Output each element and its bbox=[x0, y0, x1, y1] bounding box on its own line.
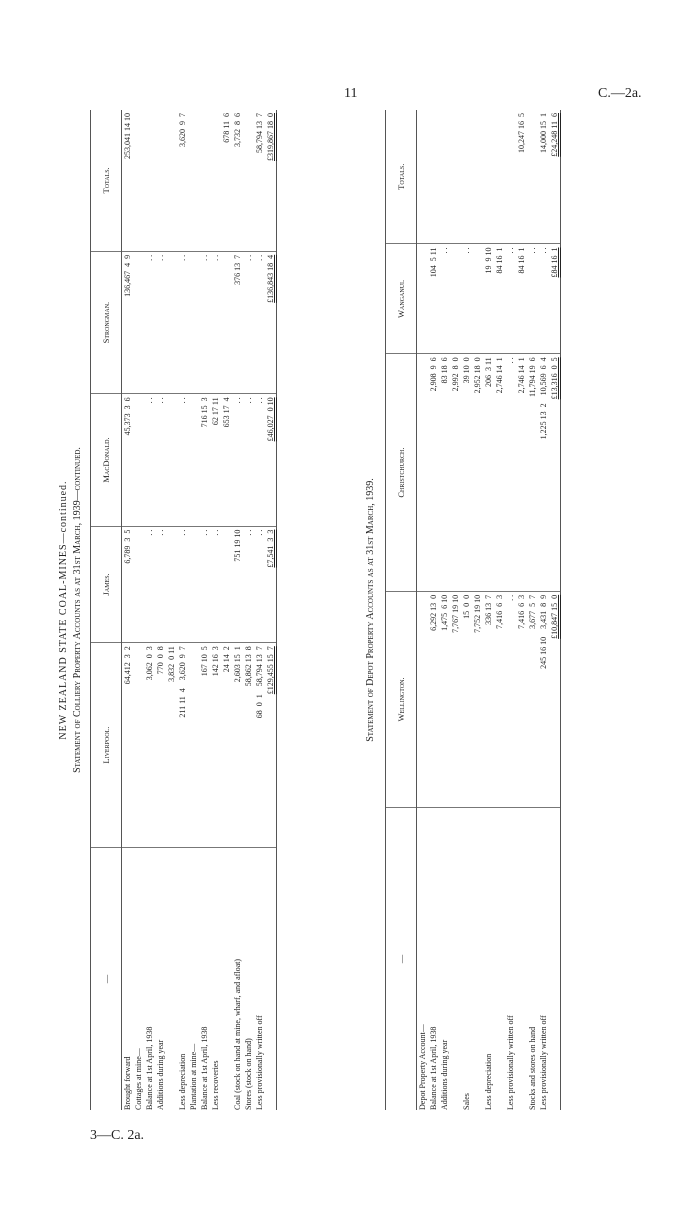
document-heading: NEW ZEALAND STATE COAL-MINES—continued. bbox=[58, 480, 69, 740]
table-cell bbox=[450, 110, 461, 244]
page-number: 11 bbox=[344, 86, 358, 101]
table-cell: 3,732 8 6 bbox=[232, 110, 243, 251]
column-header: MacDonald. bbox=[91, 394, 122, 526]
table-row bbox=[243, 110, 254, 1110]
table-cell: . . bbox=[243, 251, 254, 394]
table-cell: . . bbox=[243, 526, 254, 643]
table-cell: 253,041 14 10 bbox=[122, 110, 134, 251]
table-cell: 3,832 0 11 bbox=[166, 643, 177, 848]
table-cell bbox=[417, 244, 429, 354]
table-row bbox=[527, 110, 538, 1110]
table-cell bbox=[188, 394, 199, 526]
row-label: Stocks and stores on hand bbox=[528, 1026, 537, 1110]
table-cell: 10,247 16 5 bbox=[516, 110, 527, 244]
row-label: Less provisionally written off bbox=[255, 1015, 264, 1110]
table-cell bbox=[133, 110, 144, 251]
column-header: Christchurch. bbox=[386, 354, 417, 592]
table-cell bbox=[494, 110, 505, 244]
table-cell: . . bbox=[144, 526, 155, 643]
row-label bbox=[549, 808, 561, 1111]
table-cell bbox=[166, 110, 177, 251]
table-cell bbox=[133, 643, 144, 848]
table-cell bbox=[243, 110, 254, 251]
table-header-row bbox=[91, 110, 122, 1110]
table-cell: 83 18 6 bbox=[439, 354, 450, 592]
table-cell: £129,455 15 7 bbox=[265, 643, 277, 848]
table-row bbox=[177, 110, 188, 1110]
column-header: Strongman. bbox=[91, 251, 122, 394]
row-label: Less provisionally written off bbox=[506, 1015, 515, 1110]
table-cell: 2,908 9 6 bbox=[428, 354, 439, 592]
page-code: C.—2a. bbox=[598, 86, 642, 101]
table-row bbox=[450, 110, 461, 1110]
table-cell: . . bbox=[232, 394, 243, 526]
column-header: Totals. bbox=[386, 110, 417, 244]
table-cell bbox=[527, 110, 538, 244]
row-label: Stores (stock on hand) bbox=[244, 1038, 253, 1110]
table-cell: 206 3 11 bbox=[483, 354, 494, 592]
table-cell: 770 0 8 bbox=[155, 643, 166, 848]
table-cell bbox=[199, 110, 210, 251]
table-cell bbox=[472, 244, 483, 354]
table-row bbox=[122, 110, 134, 1110]
table-row bbox=[549, 110, 561, 1110]
table-cell bbox=[417, 354, 429, 592]
table-cell: . . bbox=[505, 354, 516, 592]
table-row bbox=[199, 110, 210, 1110]
table-row bbox=[254, 110, 265, 1110]
table-cell: 14,000 15 1 bbox=[538, 110, 549, 244]
column-header: Totals. bbox=[91, 110, 122, 251]
table-cell: . . bbox=[155, 526, 166, 643]
table-cell: 2,952 18 0 bbox=[472, 354, 483, 592]
table-cell bbox=[472, 110, 483, 244]
row-label bbox=[494, 808, 505, 1111]
table-cell bbox=[166, 526, 177, 643]
table-cell bbox=[439, 110, 450, 244]
table-cell: 68 0 1 58,794 13 7 bbox=[254, 643, 265, 848]
blank-header: — bbox=[386, 808, 417, 1111]
table-row bbox=[417, 110, 429, 1110]
table-cell: 336 13 7 bbox=[483, 591, 494, 807]
table-row bbox=[265, 110, 277, 1110]
row-label: Less provisionally written off bbox=[539, 1015, 548, 1110]
table-row bbox=[439, 110, 450, 1110]
table-cell: 245 16 10 3,431 8 9 bbox=[538, 591, 549, 807]
table-cell: 39 10 0 bbox=[461, 354, 472, 592]
row-label: Balance at 1st April, 1938 bbox=[145, 1026, 154, 1110]
table-row bbox=[428, 110, 439, 1110]
table-row bbox=[166, 110, 177, 1110]
table-cell: 7,767 19 10 bbox=[450, 591, 461, 807]
table-cell: 136,467 4 9 bbox=[122, 251, 134, 394]
table-row bbox=[472, 110, 483, 1110]
column-header: Wellington. bbox=[386, 591, 417, 807]
rotated-content bbox=[40, 110, 660, 1110]
statement-2-title: Statement of Depot Property Accounts as at 31st March, 1939. bbox=[365, 478, 376, 742]
table-cell: 2,746 14 1 bbox=[494, 354, 505, 592]
table-cell bbox=[188, 643, 199, 848]
table-cell: . . bbox=[199, 251, 210, 394]
table-row bbox=[133, 110, 144, 1110]
row-label: Less depreciation bbox=[484, 1053, 493, 1110]
table-cell: £319,867 18 0 bbox=[265, 110, 277, 251]
row-label: Less depreciation bbox=[178, 1053, 187, 1110]
table-header-row bbox=[386, 110, 417, 1110]
table-cell: 6,789 3 5 bbox=[122, 526, 134, 643]
table-row bbox=[210, 110, 221, 1110]
table-cell: £10,847 15 0 bbox=[549, 591, 561, 807]
row-label bbox=[221, 848, 232, 1111]
table-row bbox=[516, 110, 527, 1110]
table-cell bbox=[417, 591, 429, 807]
row-label bbox=[450, 808, 461, 1111]
table-cell: . . bbox=[210, 526, 221, 643]
column-header: James. bbox=[91, 526, 122, 643]
table-cell: . . bbox=[254, 394, 265, 526]
table-cell: 3,062 0 3 bbox=[144, 643, 155, 848]
table-cell bbox=[505, 110, 516, 244]
table-cell: 64,412 3 2 bbox=[122, 643, 134, 848]
table-cell bbox=[221, 526, 232, 643]
table-cell bbox=[188, 251, 199, 394]
table-cell: 2,746 14 1 bbox=[516, 354, 527, 592]
table-cell: 7,416 6 3 bbox=[516, 591, 527, 807]
table-cell bbox=[133, 394, 144, 526]
table-row bbox=[461, 110, 472, 1110]
table-cell: . . bbox=[177, 251, 188, 394]
table-cell: 62 17 11 bbox=[210, 394, 221, 526]
table-cell: 716 15 3 bbox=[199, 394, 210, 526]
table-cell: 84 16 1 bbox=[494, 244, 505, 354]
table-cell: 167 10 5 bbox=[199, 643, 210, 848]
row-label: Brought forward bbox=[123, 1056, 132, 1110]
table-cell: . . bbox=[155, 394, 166, 526]
table-row bbox=[221, 110, 232, 1110]
table-cell: . . bbox=[243, 394, 254, 526]
blank-header: — bbox=[91, 848, 122, 1111]
table-cell: . . bbox=[144, 394, 155, 526]
table-cell: £84 16 1 bbox=[549, 244, 561, 354]
table-cell: . . bbox=[144, 251, 155, 394]
table-cell: 19 9 10 bbox=[483, 244, 494, 354]
table-cell: 2,603 15 1 bbox=[232, 643, 243, 848]
table-cell: . . bbox=[199, 526, 210, 643]
row-label: Additions during year bbox=[440, 1039, 449, 1110]
row-label: Depot Property Account— bbox=[418, 1024, 427, 1110]
row-label: Coal (stock on hand at mine, wharf, and afloat) bbox=[233, 958, 242, 1110]
table-cell bbox=[133, 526, 144, 643]
table-cell: £46,027 0 10 bbox=[265, 394, 277, 526]
table-cell: . . bbox=[177, 394, 188, 526]
table-cell: . . bbox=[538, 244, 549, 354]
table-cell bbox=[166, 251, 177, 394]
row-label bbox=[472, 808, 483, 1111]
table-cell bbox=[166, 394, 177, 526]
table-cell bbox=[483, 110, 494, 244]
table-cell: . . bbox=[505, 591, 516, 807]
table-cell: 11,794 19 6 bbox=[527, 354, 538, 592]
table-cell bbox=[210, 110, 221, 251]
table-cell: . . bbox=[527, 244, 538, 354]
table-cell: 6,292 13 0 bbox=[428, 591, 439, 807]
table-cell: 376 13 7 bbox=[232, 251, 243, 394]
table-cell bbox=[450, 244, 461, 354]
table-cell: 24 14 2 bbox=[221, 643, 232, 848]
table-cell bbox=[144, 110, 155, 251]
column-header: Wanganui. bbox=[386, 244, 417, 354]
table-row bbox=[483, 110, 494, 1110]
table-row bbox=[155, 110, 166, 1110]
table-cell: 142 16 3 bbox=[210, 643, 221, 848]
table-row bbox=[538, 110, 549, 1110]
table-cell bbox=[188, 110, 199, 251]
table-cell: . . bbox=[210, 251, 221, 394]
table-cell: . . bbox=[155, 251, 166, 394]
table-cell: 1,475 6 10 bbox=[439, 591, 450, 807]
table-cell bbox=[188, 526, 199, 643]
table-cell: . . bbox=[505, 244, 516, 354]
table-row bbox=[232, 110, 243, 1110]
table-cell: 751 19 10 bbox=[232, 526, 243, 643]
table-cell: 678 11 6 bbox=[221, 110, 232, 251]
table-cell: £24,248 11 6 bbox=[549, 110, 561, 244]
table-cell: 45,373 3 6 bbox=[122, 394, 134, 526]
row-label: Plantation at mine— bbox=[189, 1043, 198, 1110]
column-header: Liverpool. bbox=[91, 643, 122, 848]
statement-1-title: Statement of Colliery Property Accounts as at 31st March, 1939—continued. bbox=[72, 447, 83, 773]
table-cell: 211 11 4 3,620 9 7 bbox=[177, 643, 188, 848]
table-cell bbox=[221, 251, 232, 394]
table-cell: £136,843 18 4 bbox=[265, 251, 277, 394]
table-cell: 2,992 8 0 bbox=[450, 354, 461, 592]
table-cell: 104 5 11 bbox=[428, 244, 439, 354]
table-cell: 3,677 5 7 bbox=[527, 591, 538, 807]
table-cell: . . bbox=[177, 526, 188, 643]
table-cell bbox=[417, 110, 429, 244]
table-cell: £13,316 0 5 bbox=[549, 354, 561, 592]
page-footer: 3—C. 2a. bbox=[90, 1128, 145, 1143]
table-cell: 15 0 0 bbox=[461, 591, 472, 807]
row-label: Balance at 1st April, 1938 bbox=[429, 1026, 438, 1110]
table-cell: . . bbox=[254, 526, 265, 643]
row-label: Sales bbox=[462, 1093, 471, 1110]
row-label: Less recoveries bbox=[211, 1060, 220, 1110]
table-row bbox=[144, 110, 155, 1110]
table-cell: 84 16 1 bbox=[516, 244, 527, 354]
table-cell: £7,541 3 3 bbox=[265, 526, 277, 643]
row-label bbox=[265, 848, 277, 1111]
row-label bbox=[516, 808, 527, 1111]
table-cell: 653 17 4 bbox=[221, 394, 232, 526]
table-cell: 1,225 13 2 10,569 6 4 bbox=[538, 354, 549, 592]
table-cell: . . bbox=[461, 244, 472, 354]
table-cell: 7,752 19 10 bbox=[472, 591, 483, 807]
table-cell bbox=[133, 251, 144, 394]
table-cell: . . bbox=[439, 244, 450, 354]
row-label bbox=[166, 848, 177, 1111]
depot-property-table bbox=[385, 110, 561, 1110]
colliery-property-table bbox=[90, 110, 277, 1110]
table-row bbox=[505, 110, 516, 1110]
table-cell bbox=[461, 110, 472, 244]
row-label: Balance at 1st April, 1938 bbox=[200, 1026, 209, 1110]
table-cell: 58,794 13 7 bbox=[254, 110, 265, 251]
table-cell bbox=[428, 110, 439, 244]
table-cell: 3,620 9 7 bbox=[177, 110, 188, 251]
table-cell: . . bbox=[254, 251, 265, 394]
table-cell bbox=[155, 110, 166, 251]
table-row bbox=[188, 110, 199, 1110]
table-cell: 7,416 6 3 bbox=[494, 591, 505, 807]
row-label: Cottages at mine— bbox=[134, 1048, 143, 1110]
table-row bbox=[494, 110, 505, 1110]
table-cell: 58,862 13 8 bbox=[243, 643, 254, 848]
row-label: Additions during year bbox=[156, 1039, 165, 1110]
